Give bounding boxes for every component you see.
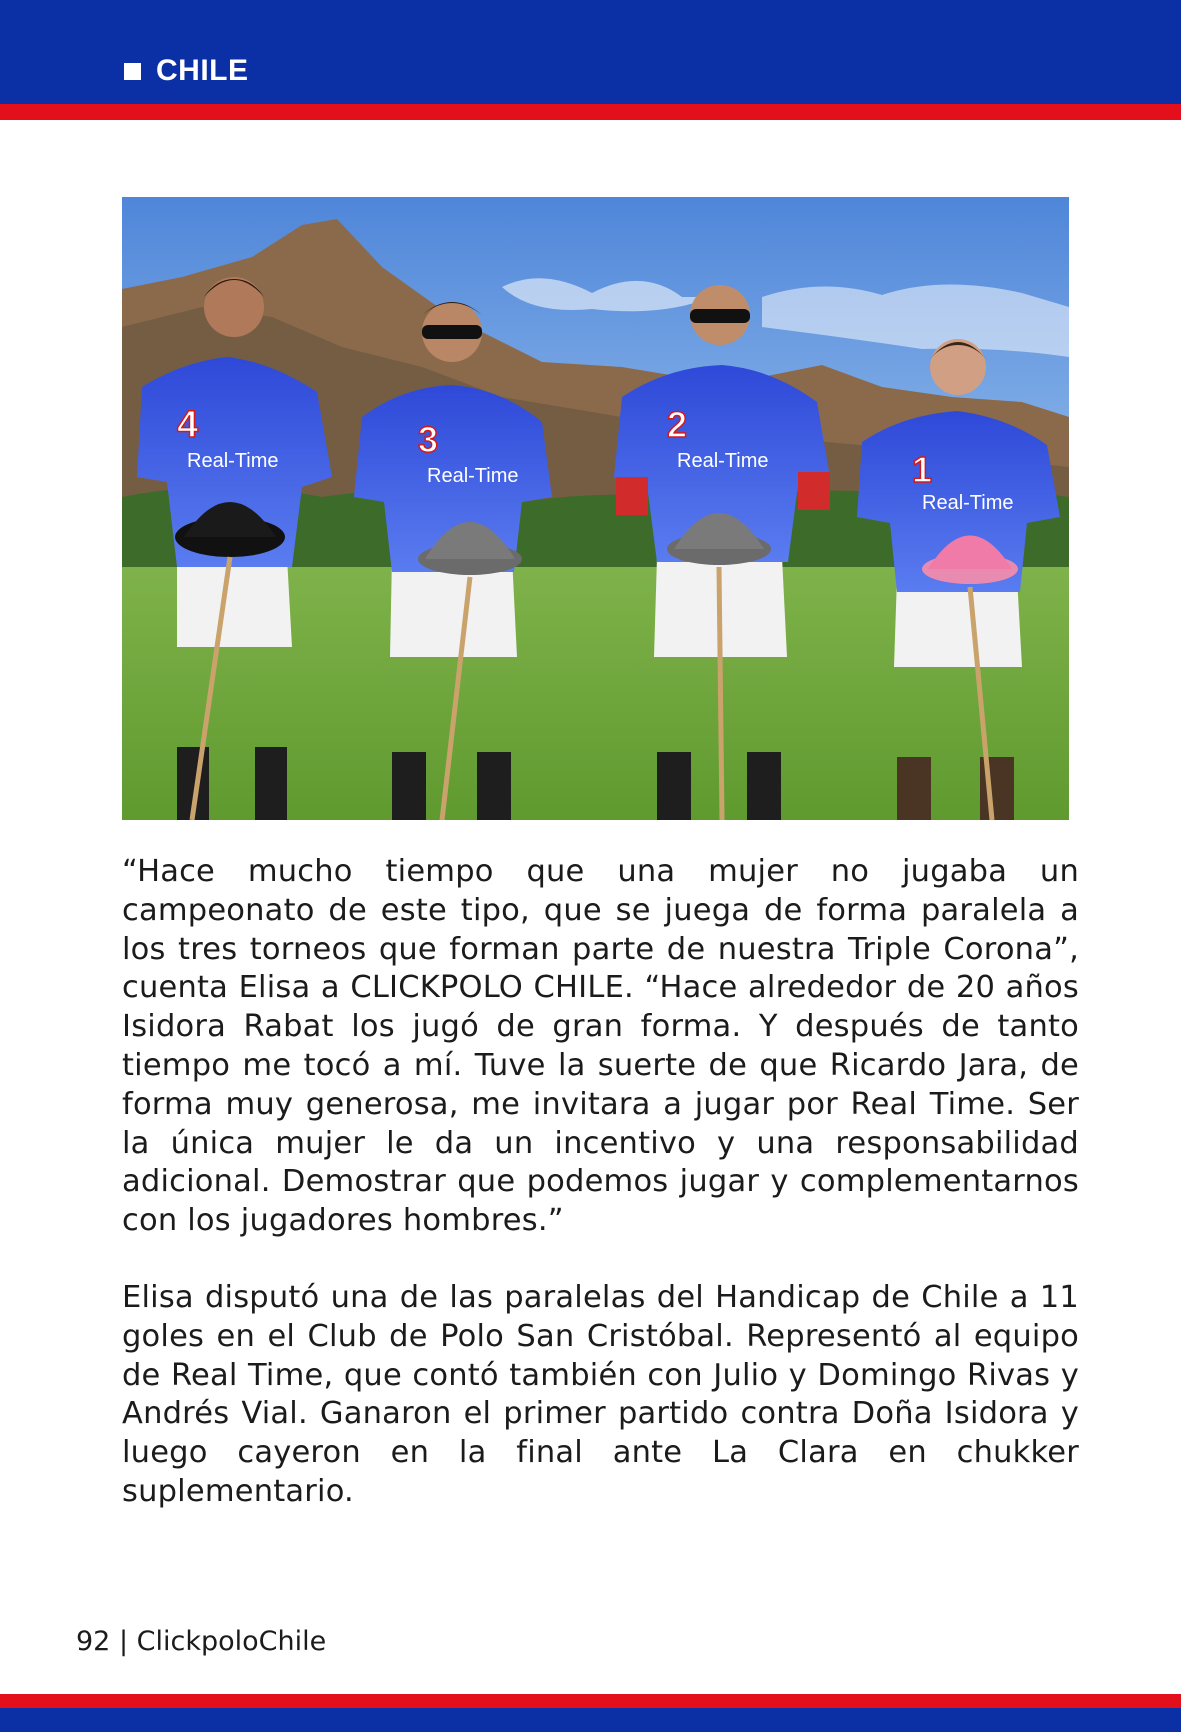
svg-text:2: 2 [667,404,688,445]
svg-text:3: 3 [418,419,439,460]
svg-text:1: 1 [912,449,933,490]
header-stripe [0,104,1181,120]
header-bar [0,0,1181,104]
footer-bar [0,1708,1181,1732]
team-photo-icon [122,197,1069,820]
square-bullet-icon [124,63,141,80]
footer-stripe [0,1694,1181,1708]
section-tag [124,54,249,88]
body-paragraph: Elisa disputó una de las paralelas del Handicap de Chile a 11 goles en el Club de Polo San Cristóbal. Representó al equipo de Real Time, que contó también con Julio y Domingo Rivas y Andrés Vial. Ganaron el primer partido contra Doña Isidora y luego cayeron en la final ante La Clara en chukker suplementario. [122,1279,1079,1509]
svg-text:Real-Time: Real-Time [677,450,769,472]
page-number-label: 92 | ClickpoloChile [76,1626,327,1657]
svg-text:Real-Time: Real-Time [427,465,519,487]
team-photo [122,197,1069,820]
svg-text:Real-Time: Real-Time [187,450,279,472]
svg-text:4: 4 [177,404,199,446]
article-body [122,853,1079,1512]
svg-text:Real-Time: Real-Time [922,492,1014,514]
quote-paragraph: “Hace mucho tiempo que una mujer no jugaba un campeonato de este tipo, que se juega de forma paralela a los tres torneos que forman parte de nuestra Triple Corona”, cuenta Elisa a CLICKPOLO CHILE. “Hace alrededor de 20 años Isidora Rabat los jugó de gran forma. Y después de tanto tiempo me tocó a mí. Tuve la suerte de que Ricardo Jara, de forma muy generosa, me invitara a jugar por Real Time. Ser la única mujer le da un incentivo y una responsabilidad adicional. Demostrar que podemos jugar y complementarnos con los jugadores hombres.” [122,854,1079,1239]
section-title: CHILE [156,54,249,87]
